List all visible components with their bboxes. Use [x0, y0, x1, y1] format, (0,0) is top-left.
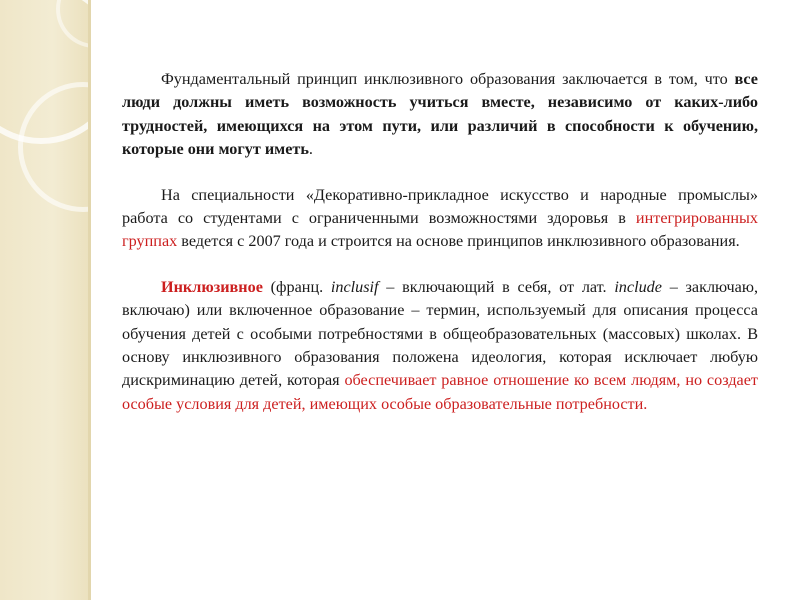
- paragraph-definition: [122, 276, 758, 416]
- text-segment: – заключаю, включаю) или включенное образование – термин, используемый для описания процесса обучения детей с особыми потребностями в общеобразовательных (массовых) школах. В основу инклюзивного образования положена идеология, которая исключает любую дискриминацию детей, которая: [122, 277, 758, 390]
- text-segment-italic: inclusif: [330, 277, 379, 296]
- decorative-sidebar: [0, 0, 88, 600]
- paragraph-principle: [122, 68, 758, 162]
- text-segment: – включающий в себя, от лат.: [378, 277, 615, 296]
- text-segment: .: [308, 140, 313, 159]
- text-segment: Фундаментальный принцип инклюзивного образования заключается в том, что: [161, 70, 735, 88]
- text-segment-highlight: обеспечивает равное отношение ко всем людям, но создает особые условия для детей, имеющих особые образовательные потребности.: [122, 371, 758, 413]
- text-segment: (франц.: [262, 277, 331, 296]
- text-segment-bold: все люди должны иметь возможность учиться вместе, независимо от каких-либо трудностей, имеющихся на этом пути, или различий в способности к обучению, которые они могут иметь: [122, 70, 758, 159]
- text-segment: На специальности «Декоративно-прикладное искусство и народные промыслы» работа со студентами с ограниченными возможностями здоровья в: [122, 185, 758, 228]
- slide-body: [122, 68, 758, 416]
- term-highlight: Инклюзивное: [161, 277, 263, 296]
- sidebar-divider: [88, 0, 91, 600]
- paragraph-specialty: [122, 184, 758, 254]
- text-segment-italic: include: [614, 277, 662, 296]
- text-segment: ведется с 2007 года и строится на основе принципов инклюзивного образования.: [177, 232, 740, 251]
- text-segment-highlight: интегрированных группах: [122, 209, 758, 251]
